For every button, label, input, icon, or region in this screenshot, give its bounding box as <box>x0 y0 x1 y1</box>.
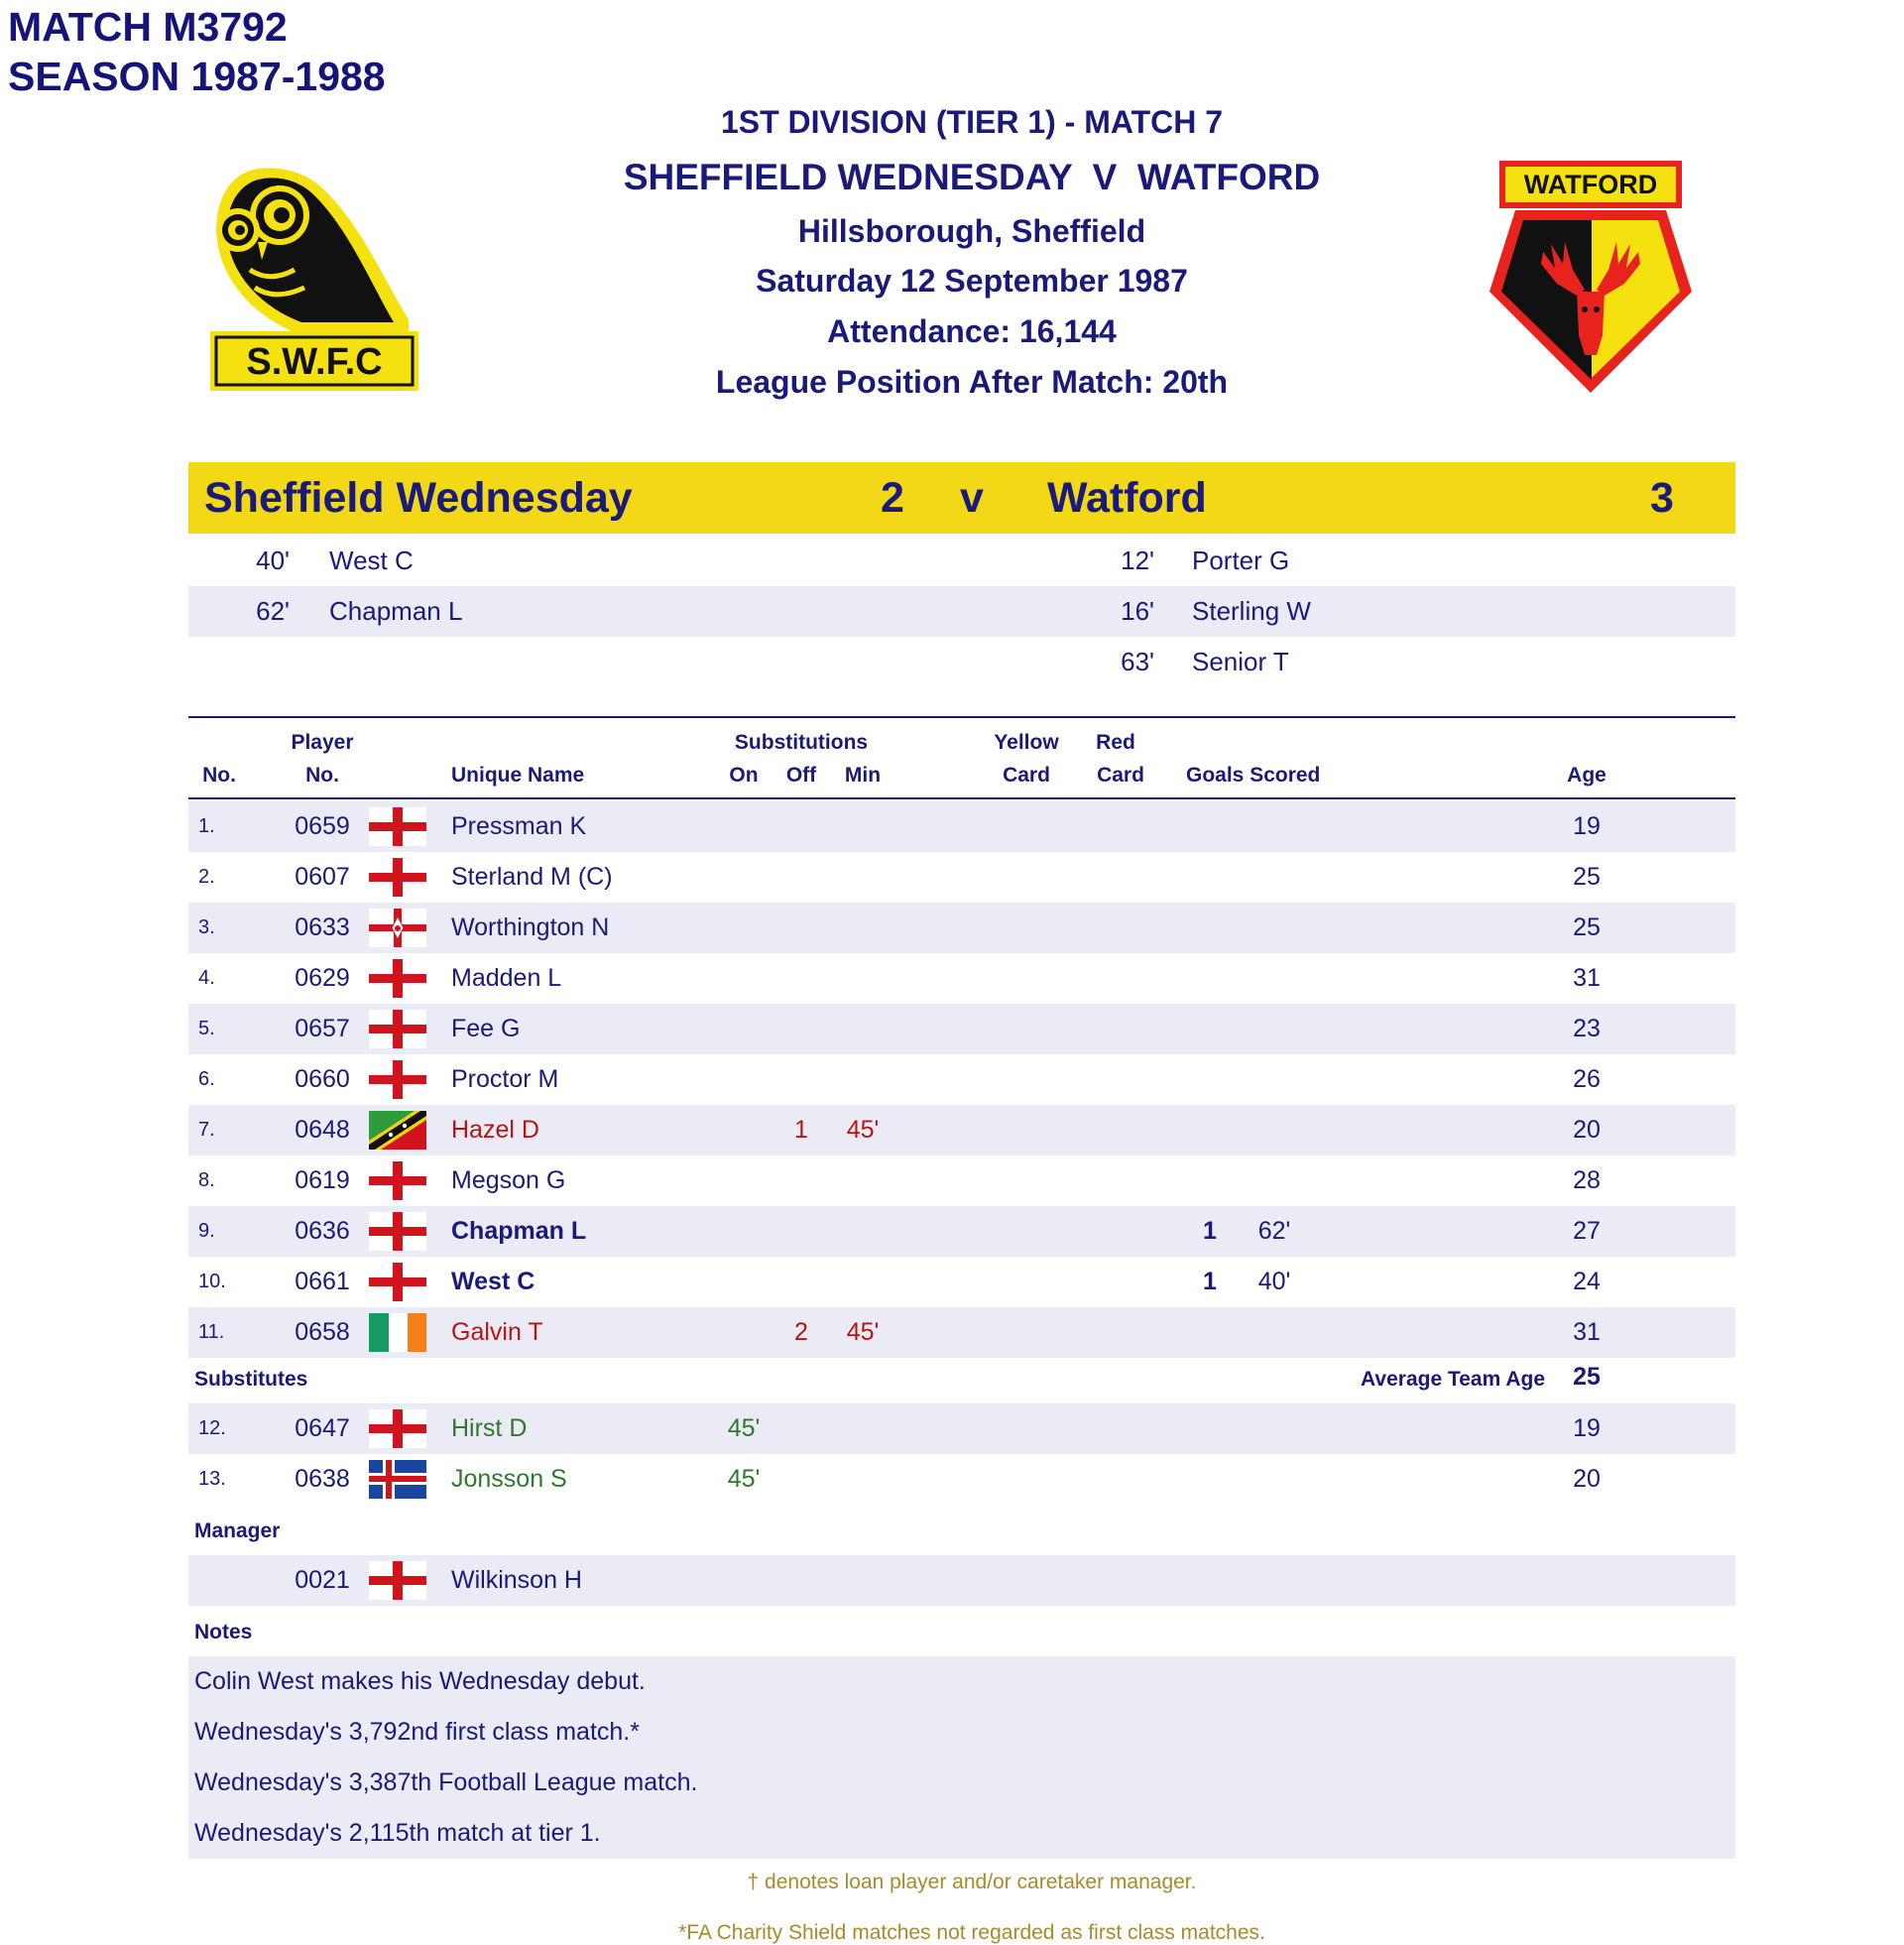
average-age-value: 25 <box>1573 1363 1601 1391</box>
goals-count: 1 <box>1203 1268 1217 1295</box>
sub-minute: 45' <box>846 1318 880 1346</box>
player-name: Hazel D <box>451 1116 539 1144</box>
row-number: 7. <box>198 1119 215 1141</box>
player-number: 0660 <box>295 1065 350 1093</box>
header-player-bottom: No. <box>305 764 339 787</box>
player-age: 27 <box>1573 1217 1601 1245</box>
player-number: 0657 <box>295 1015 350 1042</box>
header-off: Off <box>785 764 817 787</box>
england-flag-icon <box>369 959 426 998</box>
note-item <box>188 1758 1735 1808</box>
header-yellow-top: Yellow <box>994 731 1059 754</box>
england-flag-icon <box>369 807 426 846</box>
player-age: 24 <box>1573 1268 1601 1295</box>
player-number: 0638 <box>295 1465 350 1493</box>
date-heading: Saturday 12 September 1987 <box>756 263 1188 299</box>
home-team-name: Sheffield Wednesday <box>204 474 633 522</box>
england-flag-icon <box>369 1161 426 1200</box>
player-row <box>188 1257 1735 1307</box>
player-age: 20 <box>1573 1116 1601 1144</box>
player-name: Hirst D <box>451 1414 528 1442</box>
player-name: Jonsson S <box>451 1465 567 1493</box>
score-bar <box>188 462 1735 534</box>
northern-ireland-flag-icon <box>369 909 426 947</box>
note-text: Wednesday's 2,115th match at tier 1. <box>194 1819 601 1847</box>
player-number: 0659 <box>295 812 350 840</box>
note-text: Wednesday's 3,792nd first class match.* <box>194 1718 640 1746</box>
row-number: 12. <box>198 1417 226 1439</box>
competition-heading: 1ST DIVISION (TIER 1) - MATCH 7 <box>720 104 1224 140</box>
player-row <box>188 953 1735 1004</box>
row-number: 2. <box>198 866 215 888</box>
table-header-divider <box>188 797 1735 799</box>
row-number: 8. <box>198 1169 215 1191</box>
player-name: Pressman K <box>451 812 587 840</box>
attendance-heading: Attendance: 16,144 <box>827 313 1117 349</box>
watford-crest <box>1486 161 1696 397</box>
ireland-flag-icon <box>369 1313 426 1352</box>
sub-minute: 45' <box>846 1116 880 1144</box>
player-name: Madden L <box>451 964 562 992</box>
season-label: SEASON 1987-1988 <box>8 54 386 99</box>
player-row <box>188 1206 1735 1257</box>
goal-minute: 63' <box>1121 647 1154 676</box>
player-name: Proctor M <box>451 1065 559 1093</box>
player-name: Chapman L <box>451 1217 587 1245</box>
player-row <box>188 1155 1735 1206</box>
header-min: Min <box>844 764 882 787</box>
player-number: 0647 <box>295 1414 350 1442</box>
player-age: 31 <box>1573 1318 1601 1346</box>
player-row <box>188 801 1735 852</box>
iceland-flag-icon <box>369 1460 426 1499</box>
england-flag-icon <box>369 1263 426 1301</box>
player-age: 25 <box>1573 863 1601 891</box>
header-unique-name: Unique Name <box>451 764 585 787</box>
note-text: Colin West makes his Wednesday debut. <box>194 1667 646 1695</box>
header-substitutions: Substitutions <box>734 731 869 754</box>
sub-on: 45' <box>727 1465 761 1493</box>
row-number: 13. <box>198 1468 226 1490</box>
manager-name: Wilkinson H <box>451 1566 582 1594</box>
player-age: 25 <box>1573 913 1601 941</box>
england-flag-icon <box>369 1212 426 1251</box>
player-name: Sterland M (C) <box>451 863 613 891</box>
header-no: No. <box>202 764 236 787</box>
player-age: 31 <box>1573 964 1601 992</box>
header-red-bottom: Card <box>1097 764 1144 787</box>
header-goals-scored: Goals Scored <box>1186 764 1321 787</box>
manager-row <box>188 1555 1735 1606</box>
league-position-heading: League Position After Match: 20th <box>715 364 1229 400</box>
player-row <box>188 1054 1735 1105</box>
player-number: 0648 <box>295 1116 350 1144</box>
score-separator: v <box>960 474 984 522</box>
manager-label: Manager <box>194 1520 281 1542</box>
sub-off: 2 <box>794 1318 808 1346</box>
row-number: 5. <box>198 1018 215 1039</box>
player-row <box>188 1454 1735 1505</box>
player-number: 0633 <box>295 913 350 941</box>
row-number: 4. <box>198 967 215 989</box>
player-name: Worthington N <box>451 913 610 941</box>
goals-count: 1 <box>1203 1217 1217 1245</box>
goal-row <box>188 586 1735 637</box>
goal-minute: 40' <box>256 546 290 575</box>
goal-scorer: West C <box>329 546 414 575</box>
player-age: 28 <box>1573 1166 1601 1194</box>
player-number: 0619 <box>295 1166 350 1194</box>
goal-scorer: Porter G <box>1192 546 1290 575</box>
note-text: Wednesday's 3,387th Football League match. <box>194 1768 698 1796</box>
table-top-divider <box>188 716 1735 718</box>
footnote-loan: † denotes loan player and/or caretaker manager. <box>747 1871 1197 1893</box>
match-id: MATCH M3792 <box>8 4 288 50</box>
player-number: 0658 <box>295 1318 350 1346</box>
row-number: 1. <box>198 815 215 837</box>
row-number: 9. <box>198 1220 215 1242</box>
player-age: 19 <box>1573 1414 1601 1442</box>
player-name: Fee G <box>451 1015 521 1042</box>
header-red-top: Red <box>1096 731 1135 754</box>
player-number: 0636 <box>295 1217 350 1245</box>
note-item <box>188 1656 1735 1707</box>
home-goals: 2 <box>881 474 904 522</box>
goal-row <box>188 536 1735 586</box>
player-age: 26 <box>1573 1065 1601 1093</box>
england-flag-icon <box>369 1409 426 1448</box>
player-row <box>188 1105 1735 1155</box>
substitutes-label: Substitutes <box>194 1368 308 1391</box>
player-age: 20 <box>1573 1465 1601 1493</box>
sheffield-wednesday-crest <box>210 161 418 391</box>
player-row <box>188 1403 1735 1454</box>
england-flag-icon <box>369 858 426 897</box>
row-number: 3. <box>198 916 215 938</box>
goal-scorer: Sterling W <box>1192 596 1311 626</box>
header-player-top: Player <box>291 731 354 754</box>
england-flag-icon <box>369 1561 426 1600</box>
goal-minute: 62' <box>256 596 290 626</box>
sub-on: 45' <box>727 1414 761 1442</box>
away-goals: 3 <box>1650 474 1674 522</box>
manager-number: 0021 <box>295 1566 350 1594</box>
player-name: Galvin T <box>451 1318 543 1346</box>
st-kitts-flag-icon <box>369 1111 426 1150</box>
player-name: West C <box>451 1268 536 1295</box>
row-number: 6. <box>198 1068 215 1090</box>
row-number: 11. <box>198 1321 225 1343</box>
header-yellow-bottom: Card <box>1003 764 1050 787</box>
notes-label: Notes <box>194 1621 253 1643</box>
fixture-heading: SHEFFIELD WEDNESDAY V WATFORD <box>623 157 1321 197</box>
away-team-name: Watford <box>1047 474 1207 522</box>
note-item <box>188 1808 1735 1859</box>
player-number: 0607 <box>295 863 350 891</box>
player-number: 0661 <box>295 1268 350 1295</box>
sub-off: 1 <box>794 1116 808 1144</box>
player-number: 0629 <box>295 964 350 992</box>
england-flag-icon <box>369 1010 426 1048</box>
player-row <box>188 1004 1735 1054</box>
goal-scorer: Senior T <box>1192 647 1289 676</box>
crest-text: WATFORD <box>1523 170 1658 199</box>
average-age-label: Average Team Age <box>1361 1368 1545 1391</box>
goal-scorer: Chapman L <box>329 596 463 626</box>
header-age: Age <box>1567 764 1606 787</box>
goal-minute: 16' <box>1121 596 1154 626</box>
note-item <box>188 1707 1735 1758</box>
venue-heading: Hillsborough, Sheffield <box>797 213 1146 249</box>
footnote-charity-shield: *FA Charity Shield matches not regarded as first class matches. <box>678 1921 1265 1944</box>
england-flag-icon <box>369 1060 426 1099</box>
player-age: 23 <box>1573 1015 1601 1042</box>
player-age: 19 <box>1573 812 1601 840</box>
crest-text: S.W.F.C <box>246 341 383 383</box>
player-row <box>188 903 1735 953</box>
goal-minute: 40' <box>1257 1268 1291 1295</box>
goal-minute: 12' <box>1121 546 1154 575</box>
goal-row <box>188 637 1735 687</box>
header-on: On <box>729 764 759 787</box>
goal-minute: 62' <box>1257 1217 1291 1245</box>
player-row <box>188 852 1735 903</box>
row-number: 10. <box>198 1271 226 1292</box>
player-row <box>188 1307 1735 1358</box>
player-name: Megson G <box>451 1166 566 1194</box>
